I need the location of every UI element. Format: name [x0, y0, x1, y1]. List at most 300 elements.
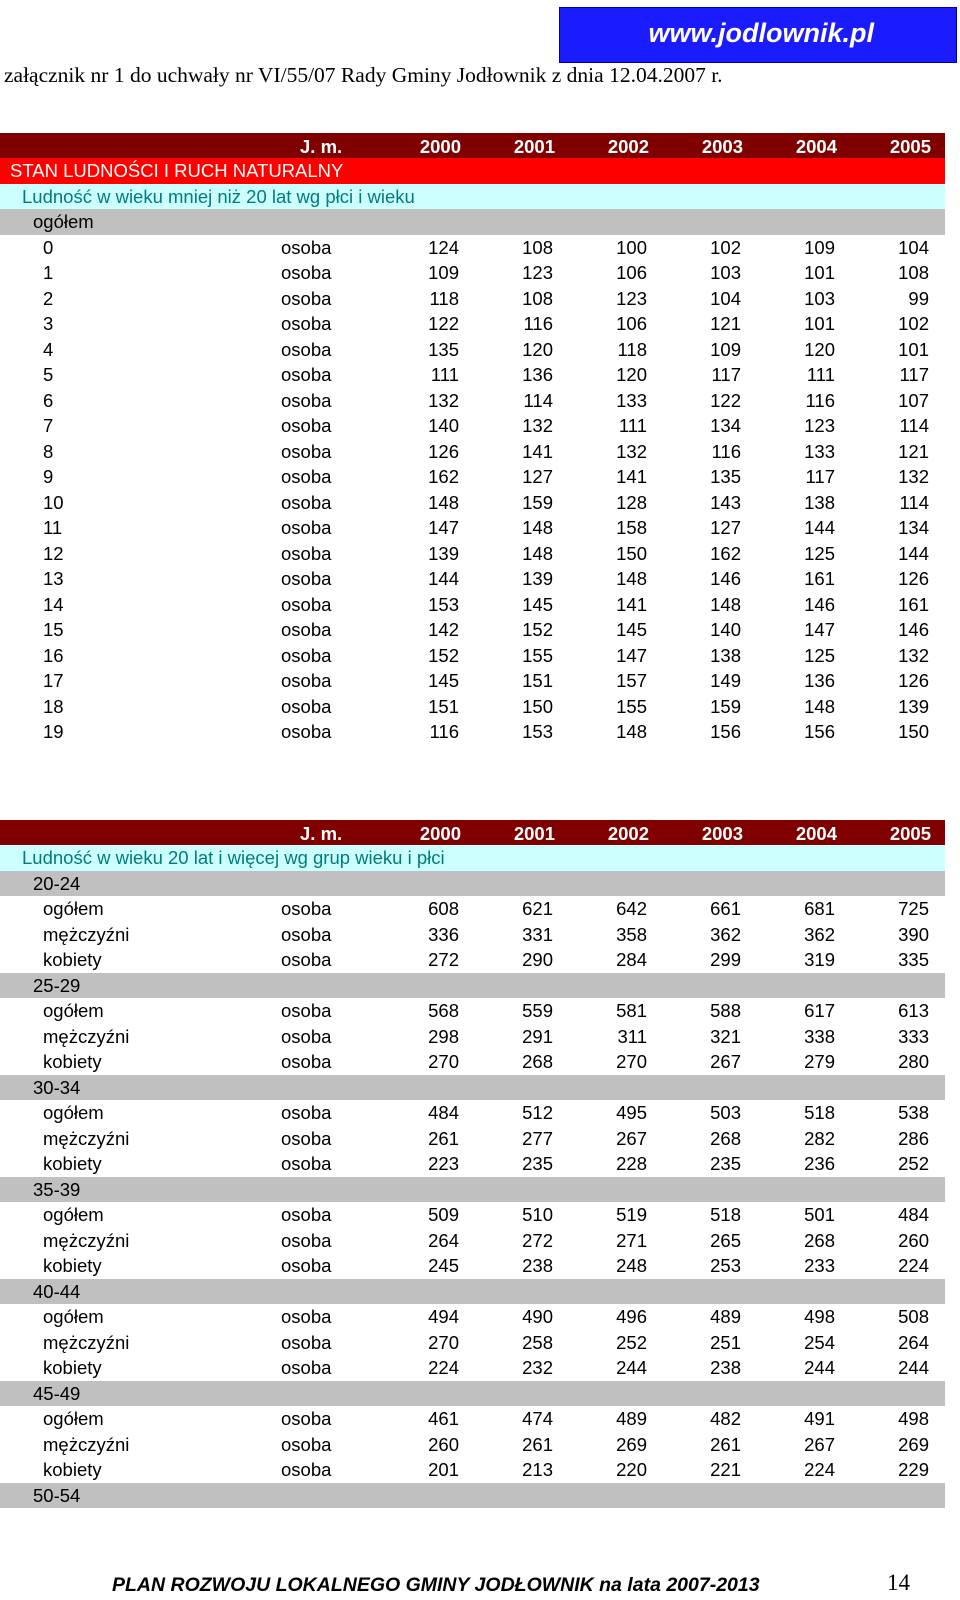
row-unit: osoba [281, 670, 332, 691]
value-cell: 100 [616, 236, 647, 258]
value-cell: 333 [898, 1025, 929, 1047]
value-cell: 104 [710, 287, 741, 309]
value-cell: 279 [804, 1051, 835, 1072]
table-row [0, 643, 945, 669]
age-group-row-label: 20-24 [33, 872, 81, 894]
subsection-title-row [0, 184, 945, 210]
age-group-row-label: 45-49 [33, 1382, 81, 1404]
value-cell: 291 [522, 1025, 553, 1047]
value-cell: 146 [898, 619, 929, 640]
row-unit: osoba [281, 1153, 332, 1174]
value-cell: 260 [898, 1229, 929, 1251]
value-cell: 151 [428, 695, 459, 717]
value-cell: 220 [616, 1459, 647, 1480]
value-cell: 162 [710, 542, 741, 564]
value-cell: 268 [804, 1229, 835, 1251]
value-cell: 133 [804, 440, 835, 462]
row-label: mężczyźni [43, 1433, 130, 1455]
year-column-header: 2003 [701, 136, 743, 157]
table-row [0, 541, 945, 567]
value-cell: 114 [523, 389, 553, 411]
value-cell: 277 [522, 1127, 553, 1149]
row-unit: osoba [281, 619, 332, 640]
year-column-header: 2005 [889, 823, 931, 844]
value-cell: 269 [898, 1433, 929, 1455]
row-unit: osoba [281, 415, 332, 436]
value-cell: 102 [710, 236, 741, 258]
value-cell: 144 [898, 542, 929, 564]
value-cell: 362 [710, 923, 741, 945]
value-cell: 125 [804, 644, 835, 666]
value-cell: 146 [804, 593, 835, 615]
row-label: ogółem [43, 1000, 104, 1021]
table-row [0, 922, 945, 948]
value-cell: 122 [710, 389, 741, 411]
row-label: 1 [43, 262, 54, 283]
table-row [0, 362, 945, 388]
value-cell: 267 [710, 1051, 741, 1072]
value-cell: 270 [616, 1051, 647, 1072]
table-row [0, 719, 945, 745]
value-cell: 284 [616, 949, 647, 970]
value-cell: 248 [616, 1255, 647, 1276]
row-label: 17 [43, 670, 64, 691]
table-row [0, 566, 945, 592]
table-row [0, 490, 945, 516]
row-label: 4 [43, 338, 54, 360]
value-cell: 150 [898, 721, 929, 742]
table-row [0, 235, 945, 261]
row-unit: osoba [281, 593, 332, 615]
value-cell: 145 [616, 619, 647, 640]
age-group-row [0, 1483, 945, 1509]
value-cell: 150 [522, 695, 553, 717]
value-cell: 124 [428, 236, 459, 258]
table-row [0, 998, 945, 1024]
value-cell: 120 [804, 338, 835, 360]
value-cell: 107 [898, 389, 929, 411]
value-cell: 261 [428, 1127, 459, 1149]
value-cell: 235 [522, 1153, 553, 1174]
section-title-row-label: STAN LUDNOŚCI I RUCH NATURALNY [10, 160, 344, 181]
row-unit: osoba [281, 491, 332, 513]
age-group-row [0, 1381, 945, 1407]
row-unit: osoba [281, 1255, 332, 1276]
value-cell: 233 [804, 1255, 835, 1276]
year-column-header: 2000 [419, 823, 461, 844]
value-cell: 494 [428, 1306, 459, 1327]
value-cell: 116 [429, 721, 459, 742]
value-cell: 138 [710, 644, 741, 666]
value-cell: 484 [428, 1102, 459, 1123]
value-cell: 148 [710, 593, 741, 615]
table-row [0, 1024, 945, 1050]
value-cell: 156 [804, 721, 835, 742]
table-row [0, 694, 945, 720]
age-group-row-label: 35-39 [33, 1178, 81, 1200]
group-row [0, 209, 945, 235]
value-cell: 261 [522, 1433, 553, 1455]
row-unit: osoba [281, 1229, 332, 1251]
value-cell: 127 [522, 466, 553, 487]
value-cell: 221 [710, 1459, 741, 1480]
value-cell: 270 [428, 1051, 459, 1072]
row-unit: osoba [281, 949, 332, 970]
table-row [0, 1406, 945, 1432]
value-cell: 336 [428, 923, 459, 945]
age-group-row [0, 1177, 945, 1203]
value-cell: 99 [908, 287, 929, 309]
value-cell: 153 [522, 721, 553, 742]
website-link[interactable]: www.jodlownik.pl [648, 18, 874, 48]
value-cell: 148 [616, 721, 647, 742]
value-cell: 120 [616, 364, 647, 385]
table-row [0, 464, 945, 490]
age-group-row [0, 1075, 945, 1101]
value-cell: 338 [804, 1025, 835, 1047]
value-cell: 106 [616, 313, 647, 334]
value-cell: 158 [616, 517, 647, 538]
value-cell: 145 [428, 670, 459, 691]
value-cell: 261 [710, 1433, 741, 1455]
value-cell: 140 [710, 619, 741, 640]
row-label: kobiety [43, 1051, 102, 1072]
group-row-label: ogółem [33, 211, 94, 232]
table-row [0, 1049, 945, 1075]
row-label: 12 [43, 542, 64, 564]
value-cell: 103 [710, 262, 741, 283]
value-cell: 135 [428, 338, 459, 360]
value-cell: 725 [898, 898, 929, 919]
value-cell: 155 [522, 644, 553, 666]
value-cell: 121 [710, 313, 741, 334]
unit-column-header: J. m. [300, 823, 343, 844]
value-cell: 271 [616, 1229, 647, 1251]
value-cell: 143 [710, 491, 741, 513]
value-cell: 147 [428, 517, 459, 538]
value-cell: 132 [898, 644, 929, 666]
row-label: 10 [43, 491, 64, 513]
value-cell: 118 [429, 287, 459, 309]
value-cell: 501 [804, 1204, 835, 1225]
value-cell: 588 [710, 1000, 741, 1021]
value-cell: 245 [428, 1255, 459, 1276]
row-unit: osoba [281, 1000, 332, 1021]
value-cell: 495 [616, 1102, 647, 1123]
row-label: ogółem [43, 1306, 104, 1327]
row-unit: osoba [281, 923, 332, 945]
value-cell: 111 [806, 364, 835, 385]
age-group-row-label: 40-44 [33, 1280, 81, 1302]
subsection-title-row-label: Ludność w wieku 20 lat i więcej wg grup wieku i płci [22, 847, 445, 868]
value-cell: 128 [616, 491, 647, 513]
value-cell: 498 [804, 1306, 835, 1327]
row-unit: osoba [281, 338, 332, 360]
row-label: 13 [43, 568, 64, 589]
section-title-row [0, 158, 945, 184]
population-table-under-20 [0, 133, 945, 745]
year-column-header: 2001 [513, 136, 555, 157]
value-cell: 111 [430, 364, 459, 385]
value-cell: 109 [710, 338, 741, 360]
row-label: mężczyźni [43, 923, 130, 945]
value-cell: 117 [805, 466, 835, 487]
age-group-row [0, 1279, 945, 1305]
value-cell: 498 [898, 1408, 929, 1429]
value-cell: 111 [618, 415, 647, 436]
value-cell: 258 [522, 1331, 553, 1353]
value-cell: 144 [804, 517, 835, 538]
table-row [0, 592, 945, 618]
value-cell: 136 [804, 670, 835, 691]
value-cell: 152 [522, 619, 553, 640]
row-label: mężczyźni [43, 1331, 130, 1353]
value-cell: 681 [804, 898, 835, 919]
table-row [0, 1100, 945, 1126]
value-cell: 264 [428, 1229, 459, 1251]
value-cell: 510 [522, 1204, 553, 1225]
subsection-title-row-label: Ludność w wieku mniej niż 20 lat wg płci i wieku [22, 185, 415, 207]
value-cell: 252 [616, 1331, 647, 1353]
row-label: kobiety [43, 1153, 102, 1174]
value-cell: 268 [522, 1051, 553, 1072]
value-cell: 509 [428, 1204, 459, 1225]
value-cell: 162 [428, 466, 459, 487]
row-unit: osoba [281, 1051, 332, 1072]
value-cell: 518 [804, 1102, 835, 1123]
row-unit: osoba [281, 1331, 332, 1353]
value-cell: 148 [522, 542, 553, 564]
year-column-header: 2003 [701, 823, 743, 844]
row-label: mężczyźni [43, 1025, 130, 1047]
value-cell: 390 [898, 923, 929, 945]
table-row [0, 260, 945, 286]
table-row [0, 337, 945, 363]
row-label: ogółem [43, 1408, 104, 1429]
value-cell: 608 [428, 898, 459, 919]
value-cell: 519 [616, 1204, 647, 1225]
value-cell: 132 [428, 389, 459, 411]
value-cell: 642 [616, 898, 647, 919]
value-cell: 244 [804, 1357, 835, 1378]
value-cell: 613 [898, 1000, 929, 1021]
value-cell: 213 [522, 1459, 553, 1480]
table-row [0, 1304, 945, 1330]
value-cell: 280 [898, 1051, 929, 1072]
value-cell: 103 [804, 287, 835, 309]
value-cell: 151 [522, 670, 553, 691]
value-cell: 229 [898, 1459, 929, 1480]
row-label: 8 [43, 440, 54, 462]
value-cell: 147 [616, 644, 647, 666]
value-cell: 161 [804, 568, 835, 589]
table-row [0, 1151, 945, 1177]
value-cell: 269 [616, 1433, 647, 1455]
row-unit: osoba [281, 1102, 332, 1123]
value-cell: 139 [522, 568, 553, 589]
value-cell: 127 [710, 517, 741, 538]
website-banner[interactable] [559, 7, 957, 63]
header-row [0, 820, 945, 845]
value-cell: 489 [710, 1306, 741, 1327]
row-unit: osoba [281, 236, 332, 258]
value-cell: 140 [428, 415, 459, 436]
table-row [0, 1202, 945, 1228]
value-cell: 152 [428, 644, 459, 666]
value-cell: 109 [428, 262, 459, 283]
value-cell: 518 [710, 1204, 741, 1225]
value-cell: 559 [522, 1000, 553, 1021]
value-cell: 496 [616, 1306, 647, 1327]
table-row [0, 1253, 945, 1279]
document-subtitle: załącznik nr 1 do uchwały nr VI/55/07 Rady Gminy Jodłownik z dnia 12.04.2007 r. [4, 63, 723, 87]
value-cell: 101 [804, 262, 835, 283]
age-group-row [0, 973, 945, 999]
value-cell: 102 [898, 313, 929, 334]
value-cell: 617 [804, 1000, 835, 1021]
row-label: 5 [43, 364, 54, 385]
row-label: mężczyźni [43, 1229, 130, 1251]
value-cell: 238 [522, 1255, 553, 1276]
value-cell: 268 [710, 1127, 741, 1149]
value-cell: 135 [710, 466, 741, 487]
value-cell: 134 [710, 415, 741, 436]
year-column-header: 2001 [513, 823, 555, 844]
value-cell: 108 [522, 236, 553, 258]
value-cell: 134 [898, 517, 929, 538]
value-cell: 121 [898, 440, 929, 462]
value-cell: 503 [710, 1102, 741, 1123]
value-cell: 116 [805, 389, 835, 411]
row-unit: osoba [281, 695, 332, 717]
subsection-title-row [0, 845, 945, 871]
year-column-header: 2005 [889, 136, 931, 157]
value-cell: 155 [616, 695, 647, 717]
table-row [0, 439, 945, 465]
value-cell: 253 [710, 1255, 741, 1276]
value-cell: 282 [804, 1127, 835, 1149]
row-label: 9 [43, 466, 54, 487]
value-cell: 512 [522, 1102, 553, 1123]
value-cell: 538 [898, 1102, 929, 1123]
value-cell: 319 [804, 949, 835, 970]
value-cell: 508 [898, 1306, 929, 1327]
table-row [0, 1126, 945, 1152]
unit-column-header: J. m. [300, 136, 343, 157]
value-cell: 132 [522, 415, 553, 436]
value-cell: 156 [710, 721, 741, 742]
value-cell: 223 [428, 1153, 459, 1174]
value-cell: 122 [428, 313, 459, 334]
value-cell: 331 [522, 923, 553, 945]
row-unit: osoba [281, 1025, 332, 1047]
value-cell: 139 [428, 542, 459, 564]
value-cell: 114 [899, 415, 929, 436]
table-row [0, 311, 945, 337]
row-unit: osoba [281, 1306, 332, 1327]
value-cell: 474 [522, 1408, 553, 1429]
table-row [0, 668, 945, 694]
value-cell: 116 [523, 313, 553, 334]
row-label: 16 [43, 644, 64, 666]
value-cell: 299 [710, 949, 741, 970]
value-cell: 116 [711, 440, 741, 462]
value-cell: 141 [522, 440, 553, 462]
row-unit: osoba [281, 364, 332, 385]
value-cell: 145 [522, 593, 553, 615]
value-cell: 148 [616, 568, 647, 589]
value-cell: 123 [522, 262, 553, 283]
value-cell: 144 [428, 568, 459, 589]
year-column-header: 2002 [607, 823, 649, 844]
row-label: ogółem [43, 898, 104, 919]
value-cell: 120 [522, 338, 553, 360]
row-label: kobiety [43, 949, 102, 970]
table-row [0, 1355, 945, 1381]
row-label: kobiety [43, 1459, 102, 1480]
value-cell: 298 [428, 1025, 459, 1047]
population-table-20-plus [0, 820, 945, 1508]
age-group-row-label: 30-34 [33, 1076, 81, 1098]
value-cell: 161 [898, 593, 929, 615]
row-label: 15 [43, 619, 64, 640]
value-cell: 335 [898, 949, 929, 970]
value-cell: 244 [616, 1357, 647, 1378]
row-unit: osoba [281, 1459, 332, 1480]
row-label: 7 [43, 415, 54, 436]
row-unit: osoba [281, 466, 332, 487]
value-cell: 568 [428, 1000, 459, 1021]
value-cell: 228 [616, 1153, 647, 1174]
year-column-header: 2000 [419, 136, 461, 157]
table-row [0, 413, 945, 439]
year-column-header: 2002 [607, 136, 649, 157]
row-unit: osoba [281, 262, 332, 283]
value-cell: 260 [428, 1433, 459, 1455]
row-unit: osoba [281, 898, 332, 919]
value-cell: 482 [710, 1408, 741, 1429]
value-cell: 251 [710, 1331, 741, 1353]
row-unit: osoba [281, 568, 332, 589]
value-cell: 264 [898, 1331, 929, 1353]
value-cell: 267 [616, 1127, 647, 1149]
value-cell: 141 [616, 593, 647, 615]
row-label: mężczyźni [43, 1127, 130, 1149]
value-cell: 232 [522, 1357, 553, 1378]
value-cell: 224 [428, 1357, 459, 1378]
value-cell: 106 [616, 262, 647, 283]
row-unit: osoba [281, 542, 332, 564]
value-cell: 224 [804, 1459, 835, 1480]
table-row [0, 515, 945, 541]
row-label: kobiety [43, 1357, 102, 1378]
row-unit: osoba [281, 1127, 332, 1149]
value-cell: 321 [710, 1025, 741, 1047]
value-cell: 148 [522, 517, 553, 538]
row-label: 2 [43, 287, 54, 309]
row-label: ogółem [43, 1102, 104, 1123]
value-cell: 252 [898, 1153, 929, 1174]
value-cell: 150 [616, 542, 647, 564]
table-row [0, 1228, 945, 1254]
row-unit: osoba [281, 1408, 332, 1429]
row-unit: osoba [281, 313, 332, 334]
value-cell: 126 [898, 670, 929, 691]
value-cell: 159 [522, 491, 553, 513]
row-label: 0 [43, 236, 54, 258]
row-unit: osoba [281, 1204, 332, 1225]
value-cell: 133 [616, 389, 647, 411]
